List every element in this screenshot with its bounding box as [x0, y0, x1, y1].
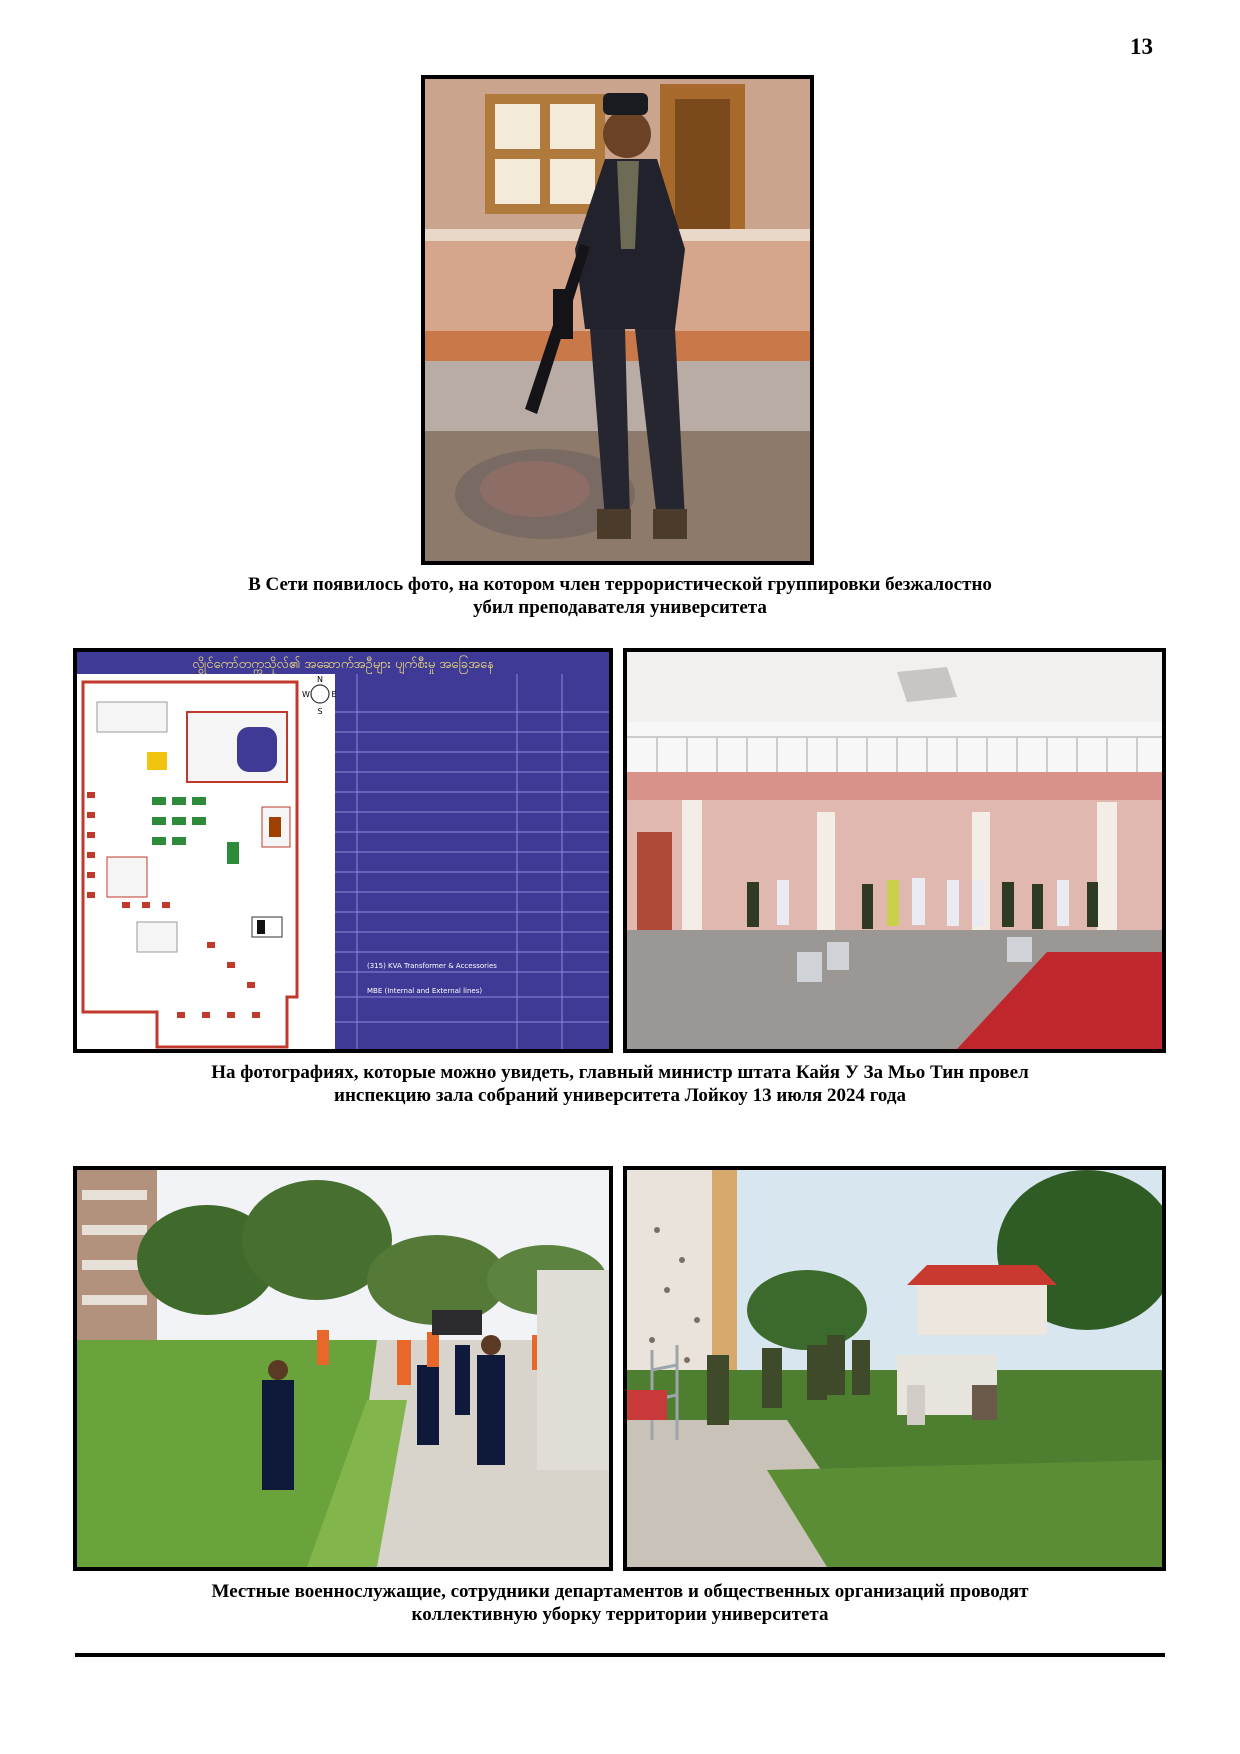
soldier-photo: [421, 75, 814, 565]
svg-text:W: W: [302, 690, 310, 699]
caption-first: [70, 573, 1170, 619]
caption-second-line1: На фотографиях, которые можно увидеть, главный министр штата Кайя У За Мьо Тин провел: [211, 1062, 1029, 1083]
campus-map-photo: [73, 648, 613, 1053]
assembly-hall-image: [627, 652, 1162, 1049]
caption-third: [70, 1580, 1170, 1626]
caption-second-line2: инспекцию зала собраний университета Лойкоу 13 июля 2024 года: [334, 1085, 906, 1106]
map-note-transformer: (315) KVA Transformer & Accessories: [367, 962, 497, 970]
caption-first-line2: убил преподавателя университета: [473, 597, 767, 618]
svg-text:N: N: [317, 675, 323, 684]
caption-first-line1: В Сети появилось фото, на котором член террористической группировки безжалостно: [248, 574, 992, 595]
cleanup-left-image: [77, 1170, 609, 1567]
cleanup-left-photo: [73, 1166, 613, 1571]
cleanup-right-photo: [623, 1166, 1166, 1571]
svg-text:S: S: [317, 707, 323, 716]
footer-rule: [75, 1653, 1165, 1657]
page-number: 13: [1130, 34, 1153, 59]
map-header: လွိုင်ကော်တက္ကသိုလ်၏ အဆောက်အဦများ ပျက်စီးမှု အခြေအနေ: [192, 657, 494, 672]
map-note-mbe: MBE (Internal and External lines): [367, 987, 483, 995]
caption-third-line1: Местные военнослужащие, сотрудники департаментов и общественных организаций проводят: [211, 1581, 1029, 1602]
svg-text:E: E: [331, 690, 337, 699]
cleanup-right-image: [627, 1170, 1162, 1567]
campus-map-image: [77, 652, 609, 1049]
caption-second: [70, 1061, 1170, 1107]
caption-third-line2: коллективную уборку территории университета: [411, 1604, 829, 1625]
assembly-hall-photo: [623, 648, 1166, 1053]
soldier-photo-image: [425, 79, 810, 561]
